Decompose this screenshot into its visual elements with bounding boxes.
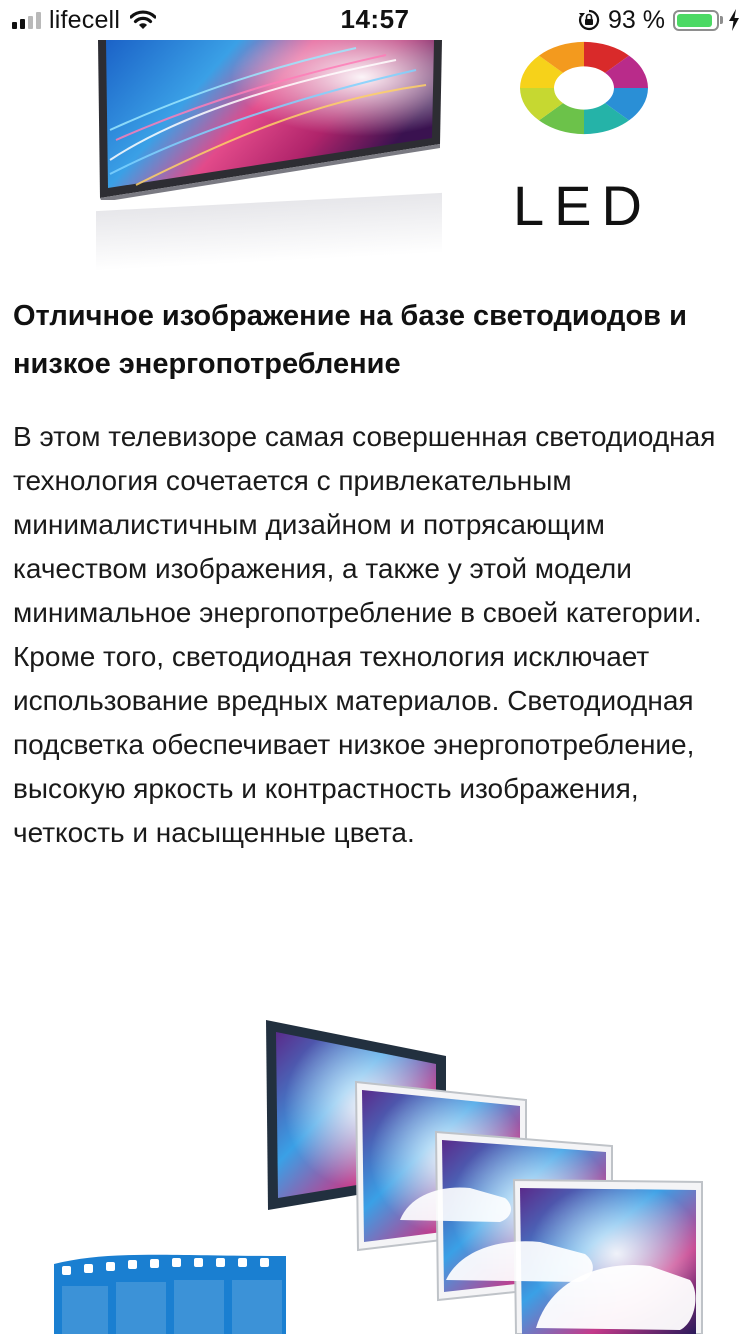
- charging-bolt-icon: [728, 9, 740, 31]
- battery-icon: [673, 10, 719, 31]
- feature-title: Отличное изображение на базе светодиодов и низкое энергопотребление: [13, 300, 687, 380]
- status-bar: [0, 0, 750, 40]
- tv-product-image: [96, 40, 442, 200]
- orientation-lock-icon: [578, 9, 600, 31]
- tv-lineup-image: [0, 1010, 750, 1334]
- battery-level: [677, 14, 712, 27]
- carrier-name: lifecell: [49, 5, 121, 34]
- filmstrip-icon: [54, 1255, 286, 1334]
- tv-reflection: [96, 193, 442, 271]
- status-time: 14:57: [340, 4, 410, 34]
- battery-percent: 93 %: [608, 5, 665, 34]
- led-logo: [510, 40, 655, 237]
- status-right: [578, 6, 740, 34]
- feature-description: В этом телевизоре самая совершенная светодиодная технология сочетается с привлекательным минималистичным дизайном и потрясающим качеством изображения, а также у этой модели минимальное энергопотребление в своей категории. Кроме того, светодиодная технология исключает использование вредных материалов. Светодиодная подсветка обеспечивает низкое энергопотребление, высокую яркость и контрастность изображения, четкость и насыщенные цвета.: [13, 421, 716, 848]
- color-wheel-icon: [514, 40, 654, 136]
- led-logo-text: LED: [513, 174, 652, 237]
- battery-cap: [720, 16, 723, 24]
